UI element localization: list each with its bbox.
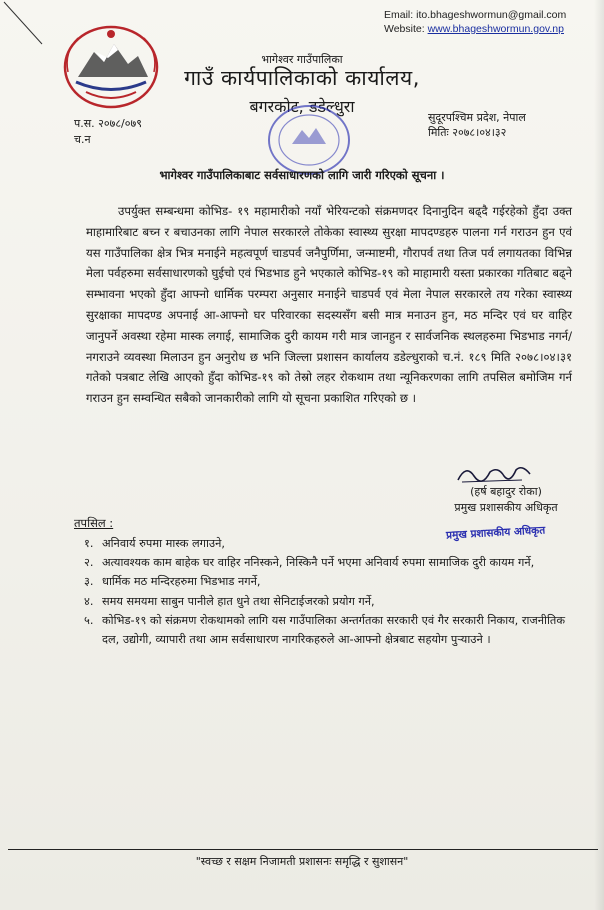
dispatch-number: च.न (74, 133, 91, 146)
province-block (428, 110, 526, 140)
notice-subject: भागेश्वर गाउँपालिकाबाट सर्वसाधारणको लागि जारी गरिएको सूचना । (159, 168, 445, 182)
email-label: Email: (384, 9, 414, 21)
list-item-number: ४. (84, 594, 94, 608)
notice-date: मितिः २०७८।०४।३२ (428, 126, 507, 139)
list-item (84, 611, 574, 649)
list-item (84, 572, 574, 591)
list-item (84, 534, 574, 553)
office-location: बगरकोट, डडेल्धुरा (249, 97, 355, 116)
signatory-name: (हर्ष बहादुर रोका) (470, 485, 542, 498)
website-label: Website: (384, 23, 425, 35)
footer-divider (8, 849, 598, 850)
list-item-number: २. (84, 556, 94, 570)
list-item-text: कोभिड-१९ को संक्रमण रोकथामको लागि यस गाउँपालिका अन्तर्गतका सरकारी एवं गैर सरकारी निकाय, राजनीतिक दल, उद्योगी, व्यापारी तथा आम सर्वसाधारण नागरिकहरुले आ-आफ्नो क्षेत्रबाट सहयोग पुऱ्याउने । (102, 613, 566, 647)
reference-block (74, 116, 142, 148)
paper-fold-mark (0, 0, 60, 60)
list-item (84, 553, 574, 572)
notice-body: उपर्युक्त सम्बन्धमा कोभिड- १९ महामारीको नयाँ भेरियन्टको संक्रमणदर दिनानुदिन बढ्दै गईरहेको हुँदा उक्त माहामारिबाट बच्न र बचाउनका लागि नेपाल सरकारले तोकेका स्वास्थ्य सुरक्षा मापदण्डहरु पालना गर्न गराउन हुन एवं यस गाउँपालिका क्षेत्र भित्र मनाईने महत्वपूर्ण चाडपर्व जनैपुर्णिमा, जन्माष्टमी, गौरापर्व तथा तिज पर्व लगायतका विभिन्न मेला पर्वहरुमा सर्वसाधारणको घुईचो एवं भिडभाड हुने भएकाले कोभिड-१९ को माहामारी यस्ता प्रकारका गतिबाट बढ्ने सम्भावना भएको हुँदा आफ्नो धार्मिक परम्परा अनुसार मनाईने चाडपर्व एवं मेला नेपाल सरकारले तय गरेका स्वास्थ्य सुरक्षाका मापदण्ड अपनाई आ-आफ्नो घर परिवारका सदस्यसँग बसी मात्र मनाउन हुन, मठ मन्दिर एवं घर वाहिर जानुपर्ने अवस्था रहेमा मास्क लगाई, सामाजिक दुरी कायम गरी मात्र जानहुन र सार्वजनिक स्थलहरुमा भिडभाड नगर्न/नगराउने व्यवस्था मिलाउन हुन अनुरोध छ भनि जिल्ला प्रशासन कार्यालय डडेल्धुराको च.नं. १८९ मिति २०७८।०४।३१ गतेको पत्रबाट लेखि आएको हुँदा कोभिड-१९ को तेस्रो लहर रोकथाम तथा न्यूनिकरणका लागि तपसिल बमोजिम गर्न गराउन हुन सम्वन्धित सबैको जानकारीको लागि यो सूचना प्रकाशित गरिएको छ । (86, 204, 572, 406)
list-item-text: अनिवार्य रुपमा मास्क लगाउने, (102, 537, 225, 550)
province-name: सुदूरपश्चिम प्रदेश, नेपाल (428, 111, 526, 124)
list-item-number: ३. (84, 575, 94, 589)
list-item-text: धार्मिक मठ मन्दिरहरुमा भिडभाड नगर्ने, (102, 575, 261, 589)
municipality-name: भागेश्वर गाउँपालिका (261, 53, 343, 66)
list-item (84, 592, 574, 611)
list-item-number: ५. (84, 613, 94, 627)
office-title: गाउँ कार्यपालिकाको कार्यालय, (184, 66, 420, 90)
signatory-block (446, 484, 566, 516)
signatory-stamp: प्रमुख प्रशासकीय अधिकृत (445, 524, 546, 542)
contact-block (384, 8, 599, 36)
fiscal-year: प.स. २०७८/०७९ (74, 117, 142, 130)
signatory-title: प्रमुख प्रशासकीय अधिकृत (454, 501, 558, 514)
list-item-text: समय समयमा साबुन पानीले हात धुने तथा सेनिटाईजरको प्रयोग गर्ने, (102, 594, 375, 608)
list-item-text: अत्यावश्यक काम बाहेक घर वाहिर ननिस्कने, निस्किनै पर्ने भएमा अनिवार्य रुपमा सामाजिक दुरी कायम गर्ने, (102, 556, 535, 570)
email-line (384, 8, 599, 22)
email-address: ito.bhageshwormun@gmail.com (416, 9, 567, 21)
details-list (84, 534, 574, 649)
website-link[interactable]: www.bhageshwormun.gov.np (427, 23, 564, 35)
page-edge-shadow (594, 0, 604, 910)
website-line (384, 22, 599, 36)
footer-motto: "स्वच्छ र सक्षम निजामती प्रशासनः समृद्धि र सुशासन" (195, 855, 409, 868)
list-item-number: १. (84, 537, 94, 550)
details-heading: तपसिल : (74, 516, 114, 530)
